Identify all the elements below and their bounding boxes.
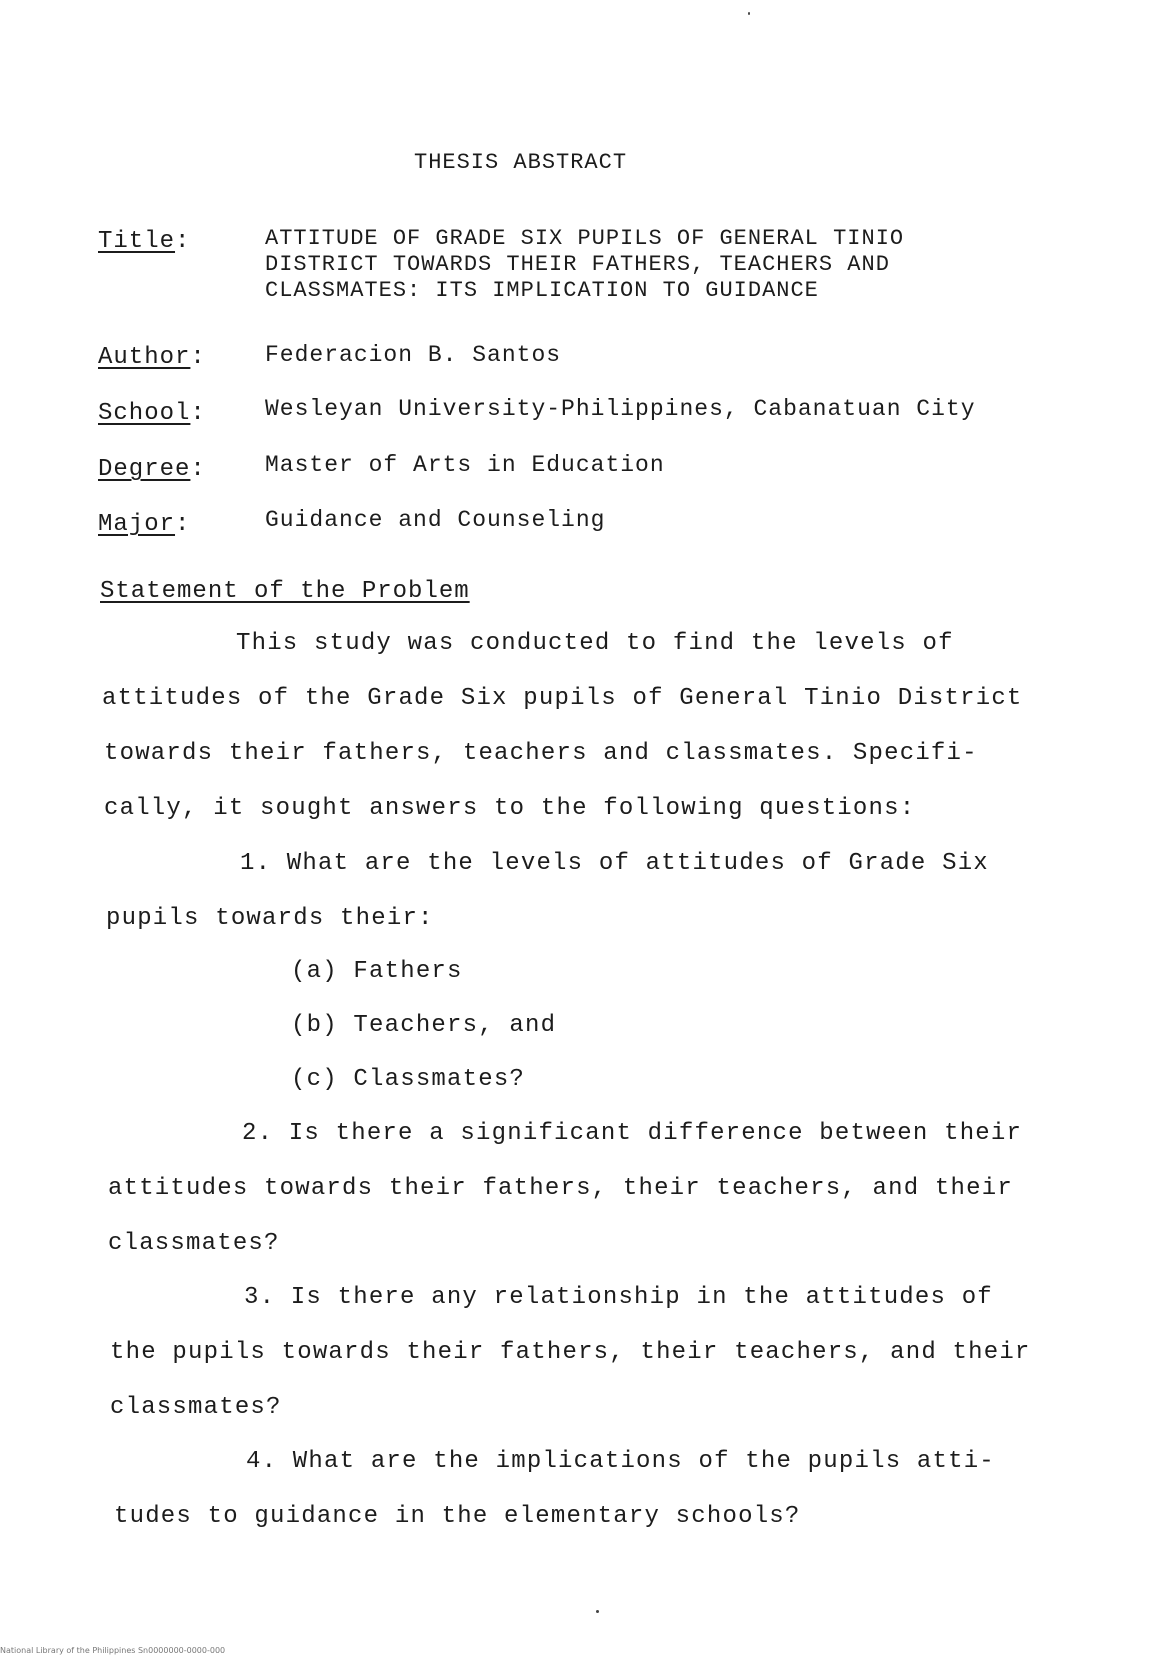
degree-label-text: Degree (98, 456, 191, 483)
body-line: tudes to guidance in the elementary schools? (114, 1503, 801, 1530)
degree-value: Master of Arts in Education (265, 452, 665, 478)
author-value: Federacion B. Santos (265, 342, 562, 368)
major-label: Major: (98, 511, 191, 538)
question-3: 3. Is there any relationship in the attitudes of (244, 1284, 993, 1311)
major-label-text: Major (98, 511, 176, 538)
school-value: Wesleyan University-Philippines, Cabanatuan City (265, 396, 976, 422)
sub-item-a: (a) Fathers (291, 958, 463, 985)
question-2: 2. Is there a significant difference between their (242, 1120, 1023, 1147)
author-label-text: Author (98, 344, 191, 371)
school-label: School: (98, 400, 206, 427)
question-1: 1. What are the levels of attitudes of Grade Six (240, 850, 989, 877)
thesis-title-line: DISTRICT TOWARDS THEIR FATHERS, TEACHERS AND (265, 252, 890, 277)
statement-of-problem-heading: Statement of the Problem (100, 578, 470, 605)
body-line: attitudes towards their fathers, their teachers, and their (108, 1175, 1013, 1202)
footer-stamp: National Library of the Philippines Sn0000000-0000-000 (0, 1646, 226, 1655)
author-label: Author: (98, 344, 206, 371)
scan-speck (596, 1610, 599, 1613)
school-label-text: School (98, 400, 191, 427)
thesis-title-line: CLASSMATES: ITS IMPLICATION TO GUIDANCE (265, 278, 819, 303)
body-line: cally, it sought answers to the following questions: (104, 795, 916, 822)
body-line: This study was conducted to find the levels of (236, 630, 954, 657)
body-line: towards their fathers, teachers and classmates. Specifi- (104, 740, 978, 767)
title-label: Title: (98, 228, 191, 255)
thesis-title (265, 226, 1025, 304)
body-line: classmates? (110, 1394, 282, 1421)
question-4: 4. What are the implications of the pupils atti- (246, 1448, 995, 1475)
body-line: the pupils towards their fathers, their teachers, and their (110, 1339, 1031, 1366)
sub-item-c: (c) Classmates? (291, 1066, 526, 1093)
body-line: attitudes of the Grade Six pupils of General Tinio District (102, 685, 1023, 712)
title-label-text: Title (98, 228, 176, 255)
sub-item-b: (b) Teachers, and (291, 1012, 557, 1039)
degree-label: Degree: (98, 456, 206, 483)
thesis-title-line: ATTITUDE OF GRADE SIX PUPILS OF GENERAL TINIO (265, 226, 905, 251)
major-value: Guidance and Counseling (265, 507, 606, 533)
document-heading: THESIS ABSTRACT (414, 150, 628, 175)
body-line: classmates? (108, 1230, 280, 1257)
body-line: pupils towards their: (106, 905, 434, 932)
scan-speck (748, 12, 750, 15)
